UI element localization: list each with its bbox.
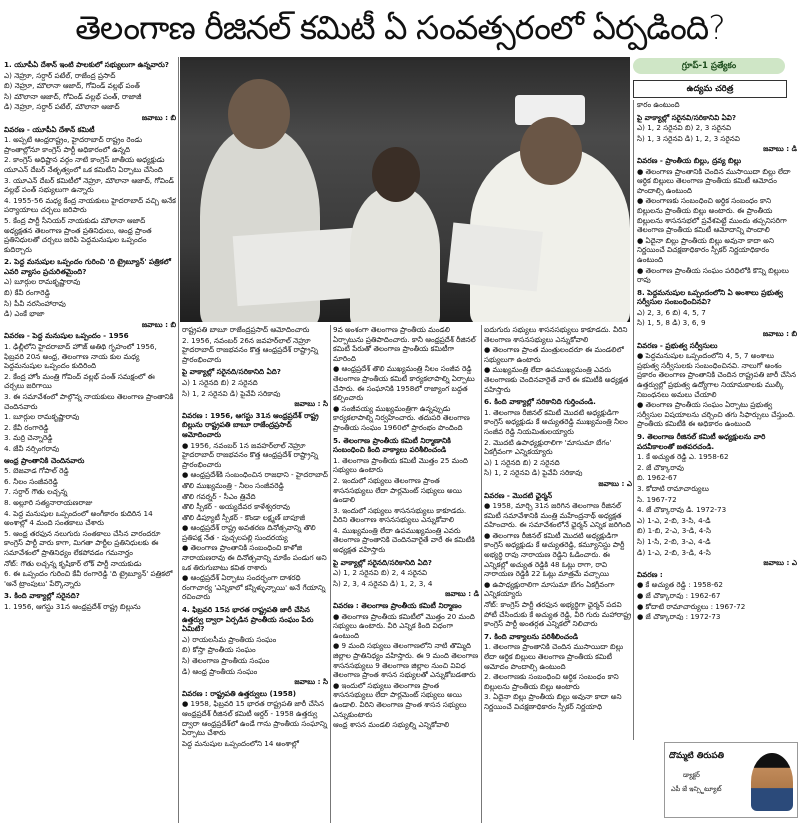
- option: డి) 1-ఎ, 2-బి, 3-డి, 4-సి: [637, 547, 711, 557]
- option: ఎ) 1, 2 సరైనవి బి) 2, 3 సరైనవి: [637, 123, 732, 133]
- question: 2. పెద్ద మనుషుల ఒప్పందం గురించి 'ది ట్రైబ్యూన్' పత్రికలో ఎవరి వ్యాసం ప్రచురితమైంది?: [4, 257, 171, 276]
- option: డి) నెహ్రూ, సర్దార్ పటేల్, మౌలానా ఆజాద్: [4, 102, 120, 112]
- paragraph: ● 1958, మార్చి 31న జరిగిన తెలంగాణ రీజినల్ కమిటీ సమావేశానికి మంత్రి మహేంద్రనాథ్ అధ్యక్షత వహించారు. ఈ సమావేశంలోనే ఛైర్మన్ ఎన్నిక జరిగింది: [484, 501, 631, 530]
- option: బి) నెహ్రూ, మౌలానా ఆజాద్, గోవిండ్ వల్లభ్ పంత్: [4, 81, 140, 91]
- paragraph: ● ఆంధ్రప్రదేశ్ తొలి ముఖ్యమంత్రి నీలం సంజీవ రెడ్డి తెలంగాణ ప్రాంతీయ కమిటీ కార్యకలాపాల్ని ఏర్పాటు చేసారు. ఈ సంఘానికి 1958లో రాజ్యాంగ బద్దత కల్పించారు: [333, 364, 475, 403]
- paragraph: ● తెలంగాణ ప్రాంతీయ కమిటీలో మొత్తం 20 మంది సభ్యులు ఉంటారు. వీరి ఎన్నిక కింది విధంగా ఉంటుంది: [333, 611, 475, 640]
- option: బి. 1962-67: [637, 473, 678, 483]
- paragraph: ● ఇందులో సభ్యులు తెలంగాణ ప్రాంత శాసనసభ్యులు లేదా పార్లమెంట్ సభ్యులు అయి ఉండాలి. వీరిని తెలంగాణ ప్రాంత శాసన సభ్యులు ఎన్నుకుంటారు: [333, 680, 467, 719]
- paragraph: తొలి ముఖ్యమంత్రి - నీలం సంజీవరెడ్డి: [182, 480, 284, 490]
- paragraph: ● తెలంగాణ ప్రాంతానికి సంబంధించి కాళోజి నారాయణరావు ఈ దినోత్సవాన్ని మాకేం పండుగ అని ఒక తిరుగుబాటు కవిత రాశారు: [182, 543, 327, 572]
- paragraph: 4. 1955-56 మధ్య కేంద్ర నాయకులు హైదరాబాద్ వచ్చి అనేక పర్యాయాలు చర్చలు జరిపారు: [4, 195, 176, 215]
- option: ఎ) 1 సరైనది బి) 2 సరైనది: [182, 377, 258, 387]
- explanation-heading: వివరణ - యూపీఏ దేశాన్ కమిటీ: [4, 124, 95, 134]
- author-box: [664, 742, 798, 818]
- option: ఎ) 1 సరైనది బి) 2 సరైనది: [484, 457, 560, 467]
- paragraph: 1. తెలంగాణ ప్రాంతీయ కమిటీ మొత్తం 25 మంది సభ్యులు ఉంటారు: [333, 455, 468, 475]
- paragraph: ఆంధ్ర శాసన మండలి సభ్యుల్ని ఎన్నికోవాలి: [333, 720, 450, 730]
- explanation-heading: వివరణ - ప్రభుత్వ సర్వీసులు: [637, 340, 718, 350]
- option: 3. కోదాటి రామాచార్యులు: [637, 483, 709, 493]
- question: 3. కింది వాక్యాల్లో సరైనది?: [4, 591, 80, 601]
- explanation-heading: వివరణ : తెలంగాణ ప్రాంతీయ కమిటీ నిర్మాణం: [333, 601, 462, 611]
- option: ఎ) నెహ్రూ, సర్దార్ పటేల్, రాజేంద్ర ప్రసాద్: [4, 70, 116, 80]
- answer: జవాబు : డి: [763, 144, 797, 154]
- paragraph: 6. ఈ ఒప్పందం గురించి కేవీ రంగారెడ్డి 'ది ట్రైబ్యూన్' పత్రికలో 'ఆనే ట్రాంపులు' పేర్కొన్నారు: [4, 569, 173, 588]
- paragraph: నోట్: గౌతు లచ్చన్న కృషికార్ లోక్ పార్టీ నాయకుడు: [4, 558, 142, 568]
- paragraph: 2. కేంద్ర హోం మంత్రి గోవింద్ వల్లభ్ పంత్ సమక్షంలో ఈ చర్చలు జరిగాయి: [4, 371, 155, 391]
- option: డి) ఆంధ్ర ప్రాంతీయ సంఘం: [182, 666, 258, 676]
- option: డి) ఎంకే భాజా: [4, 309, 45, 319]
- paragraph: 2. మొదటి ఉపాధ్యక్షురాలిగా 'మాసుమా బేగం' ఏకగ్రీవంగా ఎన్నికయ్యారు: [484, 437, 612, 457]
- paragraph: 4. పెద్ద మనుషుల ఒప్పందంలో అంగీకారం కుదిరిన 14 అంశాల్లో 4 మంది సంతకాలు చేశారు: [4, 508, 153, 528]
- author-subtitle: ఎపీ జే ఇన్స్టిట్యూట్: [671, 785, 722, 793]
- option: 4. జే చొక్కారావు డి. 1972-73: [637, 505, 727, 515]
- option: బి) కోస్తా ప్రాంతీయ సంఘం: [182, 645, 256, 655]
- column-divider: [330, 325, 331, 823]
- option: 3. మర్రి చెన్నారెడ్డి: [4, 433, 53, 443]
- question: 6. కింది వాక్యాల్లో సరికానిది గుర్తించండి.: [484, 397, 596, 407]
- answer: జవాబు : సి: [294, 399, 328, 409]
- paragraph: ● ఏదైనా బిల్లు ప్రాంతీయ బిల్లు అవునా కాదా అని నిర్ణయించే విచక్షణాధికారం స్పీకర్ నిర్ణయాధికారం ఉంటుంది: [637, 235, 774, 264]
- option: సి. 1967-72: [637, 494, 677, 504]
- paragraph: 2. తెలంగాణకు సంబంధించి అర్థిక సంబంధం కాని బిల్లులను ప్రాంతీయ బిల్లు అంటారు: [484, 672, 619, 691]
- paragraph: 3. యూఎన్ దేబర్ కమిటీలో నెహ్రూ, మౌలానా ఆజాద్, గోవిండ్ వల్లభ్ పంత్ సభ్యులుగా ఉన్నారు: [4, 175, 174, 195]
- paragraph: ఐదుగురు సభ్యులు శాసనసభ్యులు కాకూడదు. వీరిని తెలంగాణ శాసనసభ్యులు ఎన్నుకోవాలి: [484, 325, 628, 344]
- option: సి) 1, 2 సరైనవి డి) పైవేవీ సరికావు: [484, 468, 583, 478]
- paragraph: తొలి గవర్నర్ - సీఎం త్రివేది: [182, 491, 256, 501]
- column-divider: [633, 100, 634, 740]
- question: 4. ఫిబ్రవరి 15న భారత రాష్ట్రపతి జారీ చేసిన ఉత్తర్వు ద్వారా ఏర్పడిన ప్రాంతీయ సంఘం పేరు ఏమిటి?: [182, 605, 314, 634]
- option: సి) 1, 2 సరైనవి డి) పైవేవీ సరికావు: [182, 388, 281, 398]
- paragraph: తొలి డిప్యూటీ స్పీకర్ - కొండా లక్ష్మణ్ బాపూజీ: [182, 512, 306, 522]
- paragraph: 4. ముఖ్యమంత్రి లేదా ఉపముఖ్యమంత్రి ఎవరు తెలంగాణ ప్రాంతానికి చెందినవారైతే వారే ఈ కమిటీకి అధ్యక్షత వహిస్తారు: [333, 525, 475, 555]
- historical-photo: [180, 57, 630, 322]
- option: ఎ) 1-ఎ, 2-బి, 3-సి, 4-డి: [637, 515, 711, 525]
- paragraph: 1. 1956, ఆగస్టు 31న ఆంధ్రప్రదేశ్ రాష్ట్ర బిల్లును: [4, 601, 141, 611]
- question: 8. పెద్దమనుషుల ఒప్పందంలోని ఏ అంశాలు ప్రభుత్వ సర్వీసుల సంబంధించినవి?: [637, 287, 783, 307]
- paragraph: ● 1956, నవంబర్ 1న జవహర్‌లాల్ నెహ్రూ హైదరాబాద్ రాజభవనం కొత్త ఆంధ్రప్రదేశ్ రాష్ట్రాన్ని ప్రారంభించారు: [182, 440, 319, 469]
- paragraph: 1. తెలంగాణ రీజినల్ కమిటీ మొదటి అధ్యక్షుడిగా కాంగ్రెస్ అధ్యక్షుడు కే అచ్యుతరెడ్డి ముఖ్యమంత్రి నీలం సంజీవ రెడ్డి నియమితులయ్యారు: [484, 407, 628, 436]
- author-role: డ్యాక్టర్: [683, 771, 700, 779]
- paragraph: 3. ఏదైనా బిల్లు ప్రాంతీయ బిల్లు అవునా కాదా అని నిర్ణయించే విచక్షణాధికారం స్పీకర్ నిర్ణయాధి: [484, 692, 622, 711]
- paragraph: ● ఆంధ్రప్రదేశ్ రాష్ట్ర అవతరణ దినోత్సవాన్ని తొలి ప్రతిపక్ష నేత - పుచ్చలపల్లి సుందరయ్య: [182, 523, 316, 542]
- paragraph: ● తెలంగాణకు సంబంధించి అర్థిక సంబంధం కాని బిల్లులను ప్రాంతీయ బిల్లు అంటారు. ఈ ప్రాంతీయ బిల్లులను శాసనసభలో ప్రవేశపెట్టే ముందు తప్పనిసరిగా తెలంగాణ ప్రాంతీయ కమిటీ ఆమోదాన్ని పొందాలి: [637, 196, 787, 235]
- page-headline: తెలంగాణ రీజినల్ కమిటీ ఏ సంవత్సరంలో ఏర్పడింది?: [75, 8, 725, 47]
- explanation-heading: వివరణ - ప్రాంతీయ బిల్లు, ద్రవ్య బిల్లు: [637, 155, 742, 165]
- paragraph: ● పెద్దమనుషుల ఒప్పందంలోని 4, 5, 7 అంశాలు ప్రభుత్వ సర్వీసులకు సంబంధించినవి. నాలుగో అంశం ప్రకారం తెలంగాణ ప్రాంతానికి చెందిన రాష్ట్రపతి జారీ చేసిన ఉత్తర్వుల్లో ప్రభుత్వ ఉద్యోగాల నియామకాలకు ముల్కీ నిబంధనలు అమలు చేయాలి: [637, 351, 797, 399]
- paragraph: 1. అప్పటి ఆంధ్రరాష్ట్రం, హైదరాబాద్ రాష్ట్రం రెండు ప్రాంతాల్లోనూ కాంగ్రెస్ పార్టీ అధికారంలో ఉన్నది: [4, 135, 143, 154]
- option: ● కే అచ్యుత రెడ్డి : 1958-62: [637, 580, 723, 590]
- paragraph: రాష్ట్రపతి బాబూ రాజేంద్రప్రసాద్ ఆమోదించారు: [182, 325, 310, 334]
- answer: జవాబు : సి: [294, 677, 328, 687]
- paragraph: ● తెలంగాణ రీజినల్ కమిటీ మొదటి అధ్యక్షుడిగా కాంగ్రెస్ అధ్యక్షుడు కే అచ్యుతరెడ్డి, కమ్యూనిస్టు పార్టీ అభ్యర్థి రావు నారాయణ రెడ్డిని ఓడించారు. ఈ ఎన్నికల్లో అచ్యుత రెడ్డికి 48 ఓట్లు రాగా, రావి నారాయణ రెడ్డికి 22 ఓట్లు మాత్రమే వచ్చాయి: [484, 530, 625, 579]
- option: 8. అల్లూరి సత్యనారాయణరాజు: [4, 497, 93, 507]
- author-name: దొమ్మటి తిరుపతి: [669, 751, 725, 761]
- column-5: [637, 100, 797, 740]
- paragraph: కారం ఉంటుంది: [637, 100, 680, 109]
- paragraph: నోట్: కాంగ్రెస్ పార్టీ తరఫున అభ్యర్థిగా ఛైర్మన్ పదవి పోటీ చేసిందుకు కే అచ్యుత రెడ్డి, వీరి గురు మహారాష్ట్ర కాంగ్రెస్ పార్టీ అంతర్గత ఎన్నికలో నిలిచారు: [484, 600, 632, 629]
- option: సి) 1-సి, 2-బి, 3-ఎ, 4-డి: [637, 536, 711, 546]
- answer: జవాబు : బి: [141, 319, 176, 329]
- paragraph: ● తెలంగాణ ప్రాంతీయ సంఘం ఏర్పాటు ప్రభుత్వ సర్వీసుల విషయాలను చర్చించి తగు సిఫార్సులు చేస్తుంది. ప్రాంతీయ కమిటీకి ఈ అధికారం ఉంటుంది: [637, 400, 796, 429]
- explanation-heading: ఆంధ్ర ప్రాంతానికి చెందినవారు: [4, 455, 85, 465]
- paragraph: 5. ఆంధ్ర తరఫున నలుగురు సంతకాలు చేసిన వారందరూ కాంగ్రెస్ పార్టీ వారు కాగా, మిగతా పార్టీల ప్రతినిధులకు ఈ సమావేశంలో ప్రాతినిధ్యం లేకపోవడం గమనార్హం: [4, 528, 161, 557]
- option: బి) 1-బి, 2-ఎ, 3-డి, 4-సి: [637, 526, 712, 536]
- option: 7. సర్దార్ గౌతు లచ్చన్న: [4, 487, 68, 497]
- option: 5. బెజవాడ గోపాల్ రెడ్డి: [4, 466, 69, 476]
- explanation-heading: వివరణ : రాష్ట్రపతి ఉత్తర్వులు (1958): [182, 688, 297, 698]
- option: సి) మౌలానా ఆజాద్, గోవిండ్ వల్లభ్ పంత్, రాజాజీ: [4, 91, 142, 101]
- option: 2. కేవీ రంగారెడ్డి: [4, 422, 49, 432]
- question: 1. యూపీఏ దేశాన్ ఇంటి పాలకులో సభ్యులుగా ఉన్నవారు?: [4, 60, 169, 69]
- option: సి) 1, 3 సరైనవి డి) 1, 2, 3 సరైనవి: [637, 133, 740, 143]
- question: 9. తెలంగాణ రీజినల్ కమిటీ అధ్యక్షులను వారి పదవీకాలంతో జతపరచండి.: [637, 432, 766, 451]
- paragraph: 3. ఇందులో సభ్యులు శాసనసభ్యులు కాకూడదు. వీరిని తెలంగాణ శాసనసభ్యులు ఎన్నుకోవాలి: [333, 505, 467, 525]
- paragraph: ● ఆంధ్రప్రదేశ్‌కి సంబంధించిన రాజధాని - హైదరాబాద్: [182, 470, 328, 480]
- question: పై వాక్యాల్లో సరైనవి/సరికానివి ఏవి?: [637, 112, 737, 122]
- option: 1. బూర్గుల రామకృష్ణారావు: [4, 412, 80, 422]
- explanation-heading: వివరణ - మొదటి ఛైర్మన్: [484, 490, 552, 500]
- option: ● జే చొక్కారావు : 1972-73: [637, 612, 721, 622]
- option: సి) 2, 3, 4 సరైనవి డి) 1, 2, 3, 4: [333, 578, 433, 588]
- option: సి) 1, 5, 8 డి) 3, 6, 9: [637, 318, 706, 328]
- answer: జవాబు : డి: [445, 589, 479, 599]
- option: బి) కేవీ రంగారెడ్డి: [4, 288, 50, 298]
- question: పై వాక్యాల్లో సరైనది/సరికానిది ఏది?: [333, 557, 432, 567]
- paragraph: 1. ఢిల్లీలోని హైదరాబాద్ హౌజ్ అతిథి గృహంలో 1956, ఫిబ్రవరి 20న అంధ్ర, తెలంగాణ నాయ కుల మధ్య పెద్దమనుషుల ఒప్పందం కుదిరింది: [4, 342, 157, 371]
- option: 6. నీలం సంజీవరెడ్డి: [4, 476, 58, 486]
- paragraph: 2. ఇందులో సభ్యులు తెలంగాణ ప్రాంత శాసనసభ్యులు లేదా పార్లమెంట్ సభ్యులు అయి ఉండాలి: [333, 475, 462, 505]
- paragraph: ● తెలంగాణ ప్రాంతీయ సంఘం పరిధిలోకి కొన్ని బిల్లులు రావు: [637, 265, 789, 285]
- question: పై వాక్యాల్లో సరైనది/సరికానిది ఏది?: [182, 367, 281, 377]
- paragraph: 2. 1956, నవంబర్ 26న జవహర్‌లాల్ నెహ్రూ హైదరాబాద్ రాజభవనం కొత్త ఆంధ్రప్రదేశ్ రాష్ట్రాన్ని ప్రారంభించారు: [182, 335, 319, 364]
- paragraph: పెద్ద మనుషుల ఒప్పందంలోని 14 అంశాల్లో: [182, 738, 299, 748]
- option: సి) పీవీ నరసింహారావు: [4, 298, 66, 308]
- option: 1. కే అచ్యుత రెడ్డి ఎ. 1958-62: [637, 452, 729, 462]
- option: ఎ) 1, 2 సరైనవి బి) 2, 4 సరైనవి: [333, 568, 428, 578]
- option: 2. జే చొక్కారావు: [637, 462, 684, 472]
- column-2: [182, 325, 328, 823]
- paragraph: 2. కాంగ్రెస్ అధిష్టాన వర్గం నాటి కాంగ్రెస్ జాతీయ అధ్యక్షుడు యూఎన్ దేబర్ నేతృత్వంలో ఒక కమిటీని ఏర్పాటు చేసింది: [4, 155, 165, 174]
- answer: జవాబు : బి: [762, 329, 797, 339]
- avatar: [751, 753, 793, 811]
- option: ● కోదాటి రామాచార్యులు : 1967-72: [637, 601, 746, 611]
- paragraph: తొలి స్పీకర్ - అయ్యదేవర కాళేశ్వరరావు: [182, 502, 290, 512]
- paragraph: ● సంజీవయ్య ముఖ్యమంత్రిగా ఉన్నప్పుడు కార్యకలాపాల్ని నిర్వహించారు. తదుపరి తెలంగాణ ప్రాంతీయ సంఘం 1960లో ప్రారంభం పొందింది: [333, 403, 470, 432]
- option: ఎ) రాయలసీమ ప్రాంతీయ సంఘం: [182, 634, 277, 644]
- paragraph: ● ఆంధ్రప్రదేశ్ ఏర్పాటు సందర్భంగా దాశరధి రంగాచార్య 'ఎన్నికాలో కన్నీళ్ళున్నాయి' అనే గేయాన్ని రచించారు: [182, 573, 326, 602]
- option: 4. జేవీ నర్సింగరావు: [4, 443, 60, 453]
- question: 5. తెలంగాణ ప్రాంతీయ కమిటీ నిర్మాణానికి సంబంధించి కింది వాక్యాలు పరిశీలించండి: [333, 435, 451, 455]
- option: ఎ) 2, 3, 6 బి) 4, 5, 7: [637, 307, 706, 317]
- column-divider: [178, 57, 179, 823]
- paragraph: 3. ఈ సమావేశంలో పాల్గొన్న నాయకులు తెలంగాణ ప్రాంతానికి చెందినవారు: [4, 392, 174, 411]
- column-3: [333, 325, 479, 823]
- explanation-heading: వివరణ - పెద్ద మనుషుల ఒప్పందం - 1956: [4, 331, 129, 341]
- column-1: [4, 57, 176, 823]
- option: సి) తెలంగాణ ప్రాంతీయ సంఘం: [182, 656, 270, 665]
- paragraph: 1. తెలంగాణ ప్రాంతానికి చెందిన ముసాయిదా బిల్లు లేదా ఆర్థిక బిల్లులు తెలంగాణ ప్రాంతీయ కమిటీ ఆమోదం పొందాల్సి ఉంటుంది: [484, 642, 624, 671]
- group1-special-badge: గ్రూప్-1 ప్రత్యేకం: [633, 58, 785, 74]
- paragraph: 9వ అంశంగా తెలంగాణ ప్రాంతీయ మండలి ఏర్పాటును ప్రతిపాదించారు. కానీ ఆంధ్రప్రదేశ్ రీజినల్ కమిటీ పేరుతో తెలంగాణ ప్రాంతీయ కమిటీగా మారింది: [333, 325, 476, 363]
- explanation-heading: వివరణ :: [637, 569, 663, 579]
- option: ఎ) బూర్గుల రామకృష్ణారావు: [4, 277, 81, 287]
- topic-badge: ఉద్యమ చరిత్ర: [633, 80, 787, 98]
- explanation-heading: వివరణ : 1956, ఆగస్టు 31న ఆంధ్రప్రదేశ్ రాష్ట్ర బిల్లును రాష్ట్రపతి బాబూ రాజేంద్రప్రసాద్ ఆమోదించారు: [182, 410, 319, 439]
- answer: జవాబు : బి: [141, 112, 176, 122]
- column-4: [484, 325, 632, 823]
- option: ● జే చొక్కారావు : 1962-67: [637, 590, 721, 600]
- question: 7. కింది వాక్యాలను పరిశీలించండి: [484, 631, 579, 641]
- answer: జవాబు : ఎ: [598, 478, 632, 488]
- column-divider: [481, 325, 482, 823]
- paragraph: ● 1958, ఫిబ్రవరి 15 భారత రాష్ట్రపతి జారీ చేసిన ఆంధ్రప్రదేశ్ రీజినల్ కమిటీ ఆర్డర్ - 1958 ఉత్తర్వు ద్వారా ఆంధ్రప్రదేశ్‌లో ఉండే గాను ప్రాంతీయ సంఘాన్ని ఏర్పాటు చేశారు: [182, 699, 328, 738]
- paragraph: ● 9 మంది సభ్యులు తెలంగాణలోని నాటి తొమ్మిది జిల్లాల ప్రాతినిధ్యం వహిస్తారు. ఈ 9 మంది తెలంగాణ శాసనసభ్యులు 9 తెలంగాణ జిల్లాల నుంచి వివిధ తెలంగాణ ప్రాంత శాసన సభ్యులతో ఎన్నుకోబడతారు: [333, 641, 479, 680]
- paragraph: ● ఉపాధ్యక్షురాలిగా మాసుమా బేగం ఏకగ్రీవంగా ఎన్నికయ్యారు: [484, 579, 615, 599]
- paragraph: ● ముఖ్యమంత్రి లేదా ఉపముఖ్యమంత్రి ఎవరు తెలంగాణకు చెందినవారైతే వారే ఈ కమిటీకి అధ్యక్షత వహిస్తారు: [484, 365, 629, 394]
- paragraph: 5. కేంద్ర పార్టీ సీనియర్ నాయకుడు మౌలానా ఆజాద్ అధ్యక్షతన తెలంగాణ ప్రాంత ప్రతినిధులు, ఆంధ్ర ప్రాంత ప్రతినిధులతో చర్చలు జరిపి పెద్దమనుషుల ఒప్పందం కుదిర్చారు: [4, 215, 152, 254]
- paragraph: ● తెలంగాణ ప్రాంత మంత్రులందరూ ఈ మండలిలో సభ్యులుగా ఉంటారు: [484, 345, 624, 364]
- paragraph: ● తెలంగాణ ప్రాంతానికి చెందిన ముసాయిదా బిల్లు లేదా ఆర్థిక బిల్లులు తెలంగాణ ప్రాంతీయ కమిటీ ఆమోదం పొందాల్సి ఉంటుంది: [637, 166, 791, 195]
- answer: జవాబు : ఎ: [763, 558, 797, 568]
